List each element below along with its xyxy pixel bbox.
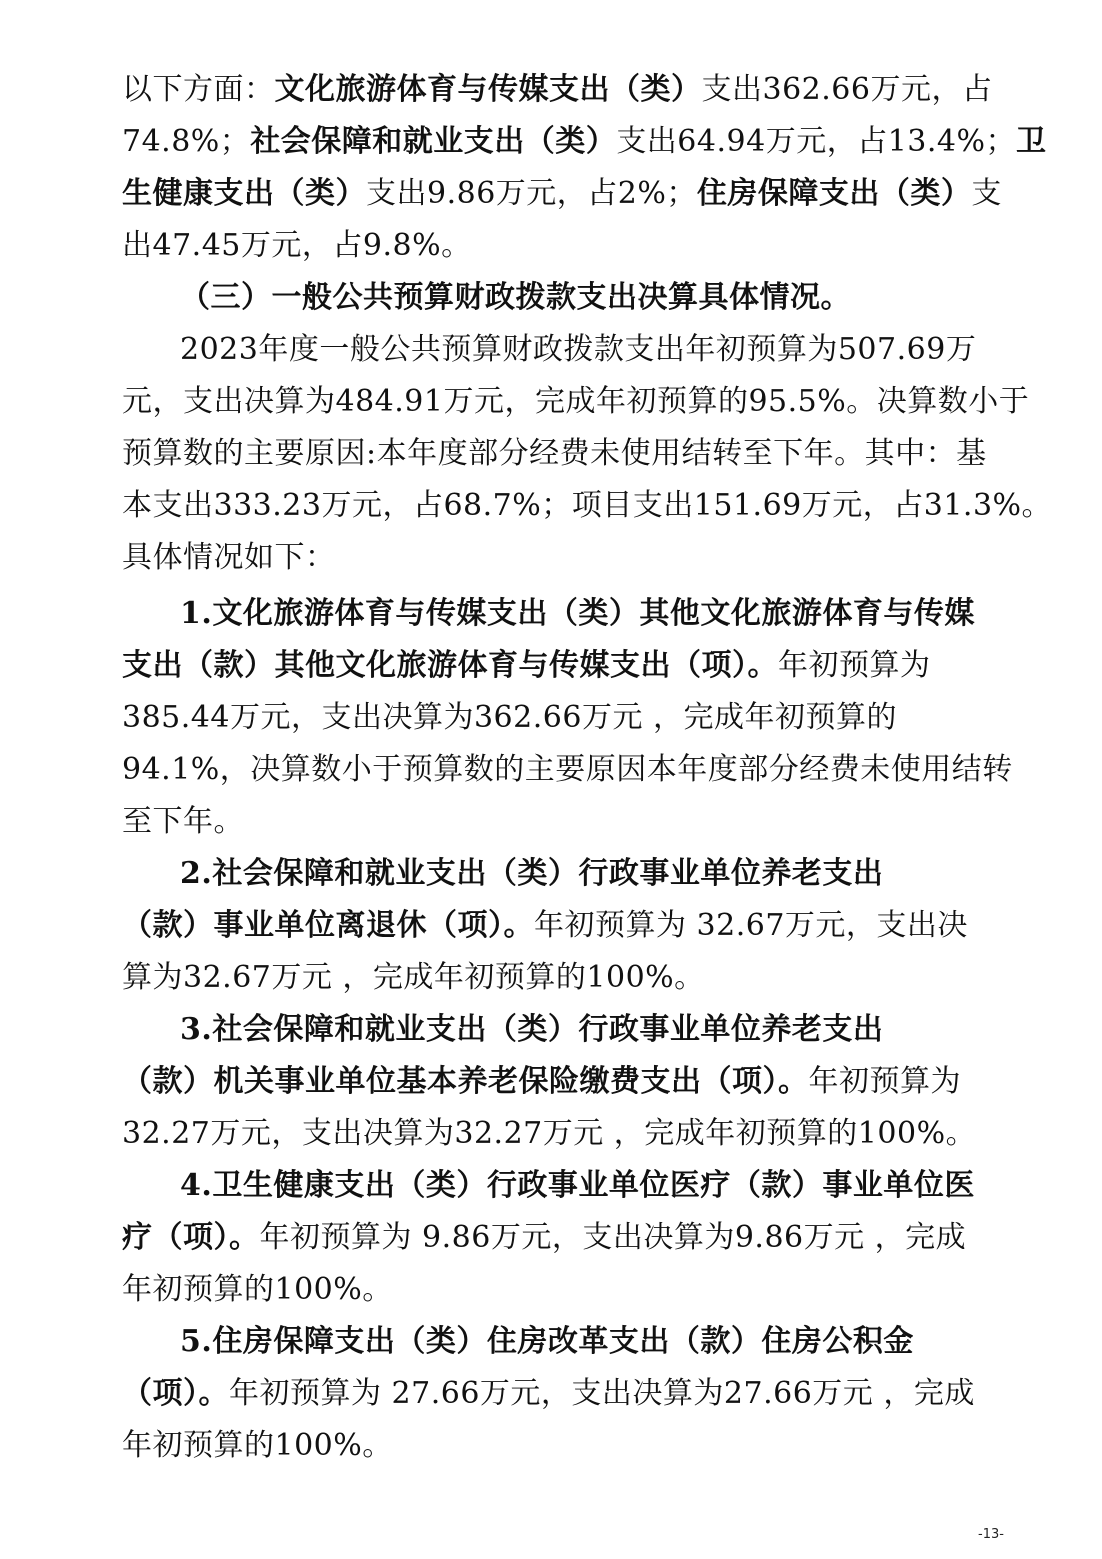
bold-text-run: 文化旅游体育与传媒支出（类） xyxy=(274,72,702,107)
paragraph-line: 预算数的主要原因:本年度部分经费未使用结转至下年。其中：基 xyxy=(122,436,987,471)
paragraph-line xyxy=(122,1212,982,1264)
paragraph-line: 至下年。 xyxy=(122,804,244,839)
bold-text-run: （项）。 xyxy=(122,1376,229,1411)
paragraph-line: 出47.45万元，占9.8%。 xyxy=(122,228,472,263)
bold-text-run: 疗（项）。 xyxy=(122,1220,260,1255)
paragraph-line: 元，支出决算为484.91万元，完成年初预算的95.5%。决算数小于 xyxy=(122,384,1030,419)
paragraph-line: 算为32.67万元 ，完成年初预算的100%。 xyxy=(122,960,705,995)
paragraph-line: 本支出333.23万元，占68.7%；项目支出151.69万元，占31.3%。 xyxy=(122,488,1053,523)
paragraph-line: 32.27万元，支出决算为32.27万元 ，完成年初预算的100%。 xyxy=(122,1116,977,1151)
text-run: 以下方面： xyxy=(122,72,275,107)
paragraph-line xyxy=(122,640,982,692)
paragraph-line xyxy=(122,64,993,116)
paragraph-line xyxy=(122,116,1047,168)
paragraph-line xyxy=(122,900,982,952)
section-heading: （三）一般公共预算财政拨款支出决算具体情况。 xyxy=(180,280,851,315)
paragraph-line xyxy=(122,168,1002,220)
text-run: 年初预算为 32.67万元，支出决 xyxy=(534,908,968,943)
text-run: 年初预算为 xyxy=(808,1064,961,1099)
text-run: 年初预算为 27.66万元，支出决算为27.66万元 ，完成 xyxy=(229,1376,975,1411)
paragraph-line: 年初预算的100%。 xyxy=(122,1428,393,1463)
text-run: 年初预算为 9.86万元，支出决算为9.86万元 ，完成 xyxy=(259,1220,967,1255)
bold-text-run: （款）事业单位离退休（项）。 xyxy=(122,908,534,943)
bold-text-run: 住房保障支出（类） xyxy=(696,176,972,211)
item-heading-2: 2.社会保障和就业支出（类）行政事业单位养老支出 xyxy=(180,856,884,891)
item-heading-4: 4.卫生健康支出（类）行政事业单位医疗（款）事业单位医 xyxy=(180,1168,975,1203)
bold-text-run: 支出（款）其他文化旅游体育与传媒支出（项）。 xyxy=(122,648,778,683)
paragraph-line: 94.1%，决算数小于预算数的主要原因本年度部分经费未使用结转 xyxy=(122,752,1013,787)
paragraph-line: 385.44万元，支出决算为362.66万元 ，完成年初预算的 xyxy=(122,700,897,735)
text-run: 年初预算为 xyxy=(778,648,931,683)
item-heading-5: 5.住房保障支出（类）住房改革支出（款）住房公积金 xyxy=(180,1324,914,1359)
page-number: -13- xyxy=(978,1527,1004,1542)
paragraph-line: 具体情况如下： xyxy=(122,540,336,575)
text-run: 支 xyxy=(971,176,1002,211)
paragraph-line xyxy=(122,1056,982,1108)
paragraph-line: 年初预算的100%。 xyxy=(122,1272,393,1307)
bold-text-run: 生健康支出（类） xyxy=(122,176,366,211)
text-run: 74.8%； xyxy=(122,124,251,159)
bold-text-run: （款）机关事业单位基本养老保险缴费支出（项）。 xyxy=(122,1064,809,1099)
text-run: 支出9.86万元，占2%； xyxy=(366,176,697,211)
bold-text-run: 社会保障和就业支出（类） xyxy=(250,124,617,159)
paragraph-line xyxy=(122,1368,982,1420)
bold-text-run: 卫 xyxy=(1016,124,1047,159)
text-run: 支出64.94万元，占13.4%； xyxy=(616,124,1016,159)
paragraph-line: 2023年度一般公共预算财政拨款支出年初预算为507.69万 xyxy=(180,332,977,367)
item-heading-1: 1.文化旅游体育与传媒支出（类）其他文化旅游体育与传媒 xyxy=(180,596,975,631)
item-heading-3: 3.社会保障和就业支出（类）行政事业单位养老支出 xyxy=(180,1012,884,1047)
text-run: 支出362.66万元，占 xyxy=(701,72,993,107)
